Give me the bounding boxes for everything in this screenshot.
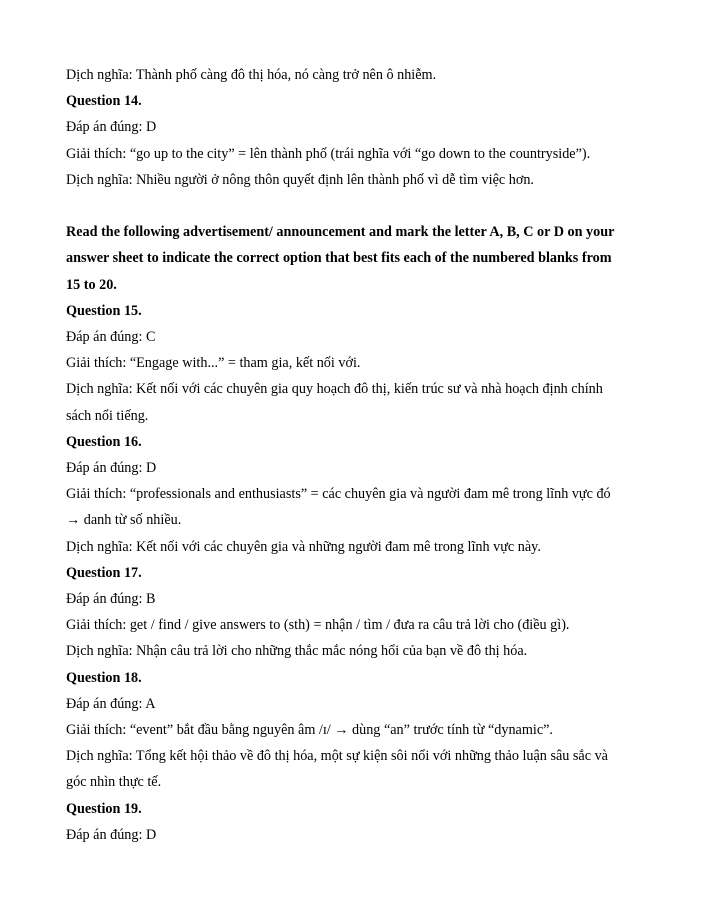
q19-heading: Question 19. (66, 800, 142, 817)
paragraph-gap (66, 193, 656, 219)
q15-translation-line-2: sách nổi tiếng. (66, 407, 149, 424)
q14-translation: Dịch nghĩa: Nhiều người ở nông thôn quyết định lên thành phố vì dễ tìm việc hơn. (66, 171, 534, 188)
q15-answer: Đáp án đúng: C (66, 329, 156, 346)
q17-explanation: Giải thích: get / find / give answers to (sth) = nhận / tìm / đưa ra câu trả lời cho (điều gì). (66, 617, 570, 634)
instruction-line-2: answer sheet to indicate the correct option that best fits each of the numbered blanks from (66, 250, 612, 267)
q18-translation-line-1: Dịch nghĩa: Tổng kết hội thảo về đô thị hóa, một sự kiện sôi nổi với những thảo luận sâu sắc và (66, 748, 608, 765)
q18-heading: Question 18. (66, 669, 142, 686)
q16-explanation-line-2: → danh từ số nhiều. (66, 512, 182, 529)
instruction-line-3: 15 to 20. (66, 276, 117, 293)
q16-heading: Question 16. (66, 433, 142, 450)
q13-translation: Dịch nghĩa: Thành phố càng đô thị hóa, nó càng trở nên ô nhiễm. (66, 67, 437, 83)
q14-explanation: Giải thích: “go up to the city” = lên thành phố (trái nghĩa với “go down to the countryside”). (66, 145, 591, 162)
q14-answer: Đáp án đúng: D (66, 119, 157, 136)
q16-answer: Đáp án đúng: D (66, 460, 157, 477)
q17-answer: Đáp án đúng: B (66, 591, 156, 608)
q17-translation: Dịch nghĩa: Nhận câu trả lời cho những thắc mắc nóng hổi của bạn về đô thị hóa. (66, 643, 528, 660)
q18-answer: Đáp án đúng: A (66, 695, 156, 712)
q15-heading: Question 15. (66, 302, 142, 319)
q14-heading: Question 14. (66, 93, 142, 110)
instruction-line-1: Read the following advertisement/ announcement and mark the letter A, B, C or D on your (66, 224, 615, 241)
q16-translation: Dịch nghĩa: Kết nối với các chuyên gia và những người đam mê trong lĩnh vực này. (66, 538, 541, 555)
q16-explanation-line-1: Giải thích: “professionals and enthusiasts” = các chuyên gia và người đam mê trong lĩnh vực đó (66, 486, 611, 503)
q18-explanation: Giải thích: “event” bắt đầu bằng nguyên âm /ɪ/ → dùng “an” trước tính từ “dynamic”. (66, 722, 553, 739)
q17-heading: Question 17. (66, 564, 142, 581)
q15-translation-line-1: Dịch nghĩa: Kết nối với các chuyên gia quy hoạch đô thị, kiến trúc sư và nhà hoạch định chính (66, 381, 603, 398)
q15-explanation: Giải thích: “Engage with...” = tham gia, kết nối với. (66, 355, 361, 372)
document-page (66, 62, 656, 848)
q18-translation-line-2: góc nhìn thực tế. (66, 774, 162, 791)
q19-answer: Đáp án đúng: D (66, 826, 157, 843)
